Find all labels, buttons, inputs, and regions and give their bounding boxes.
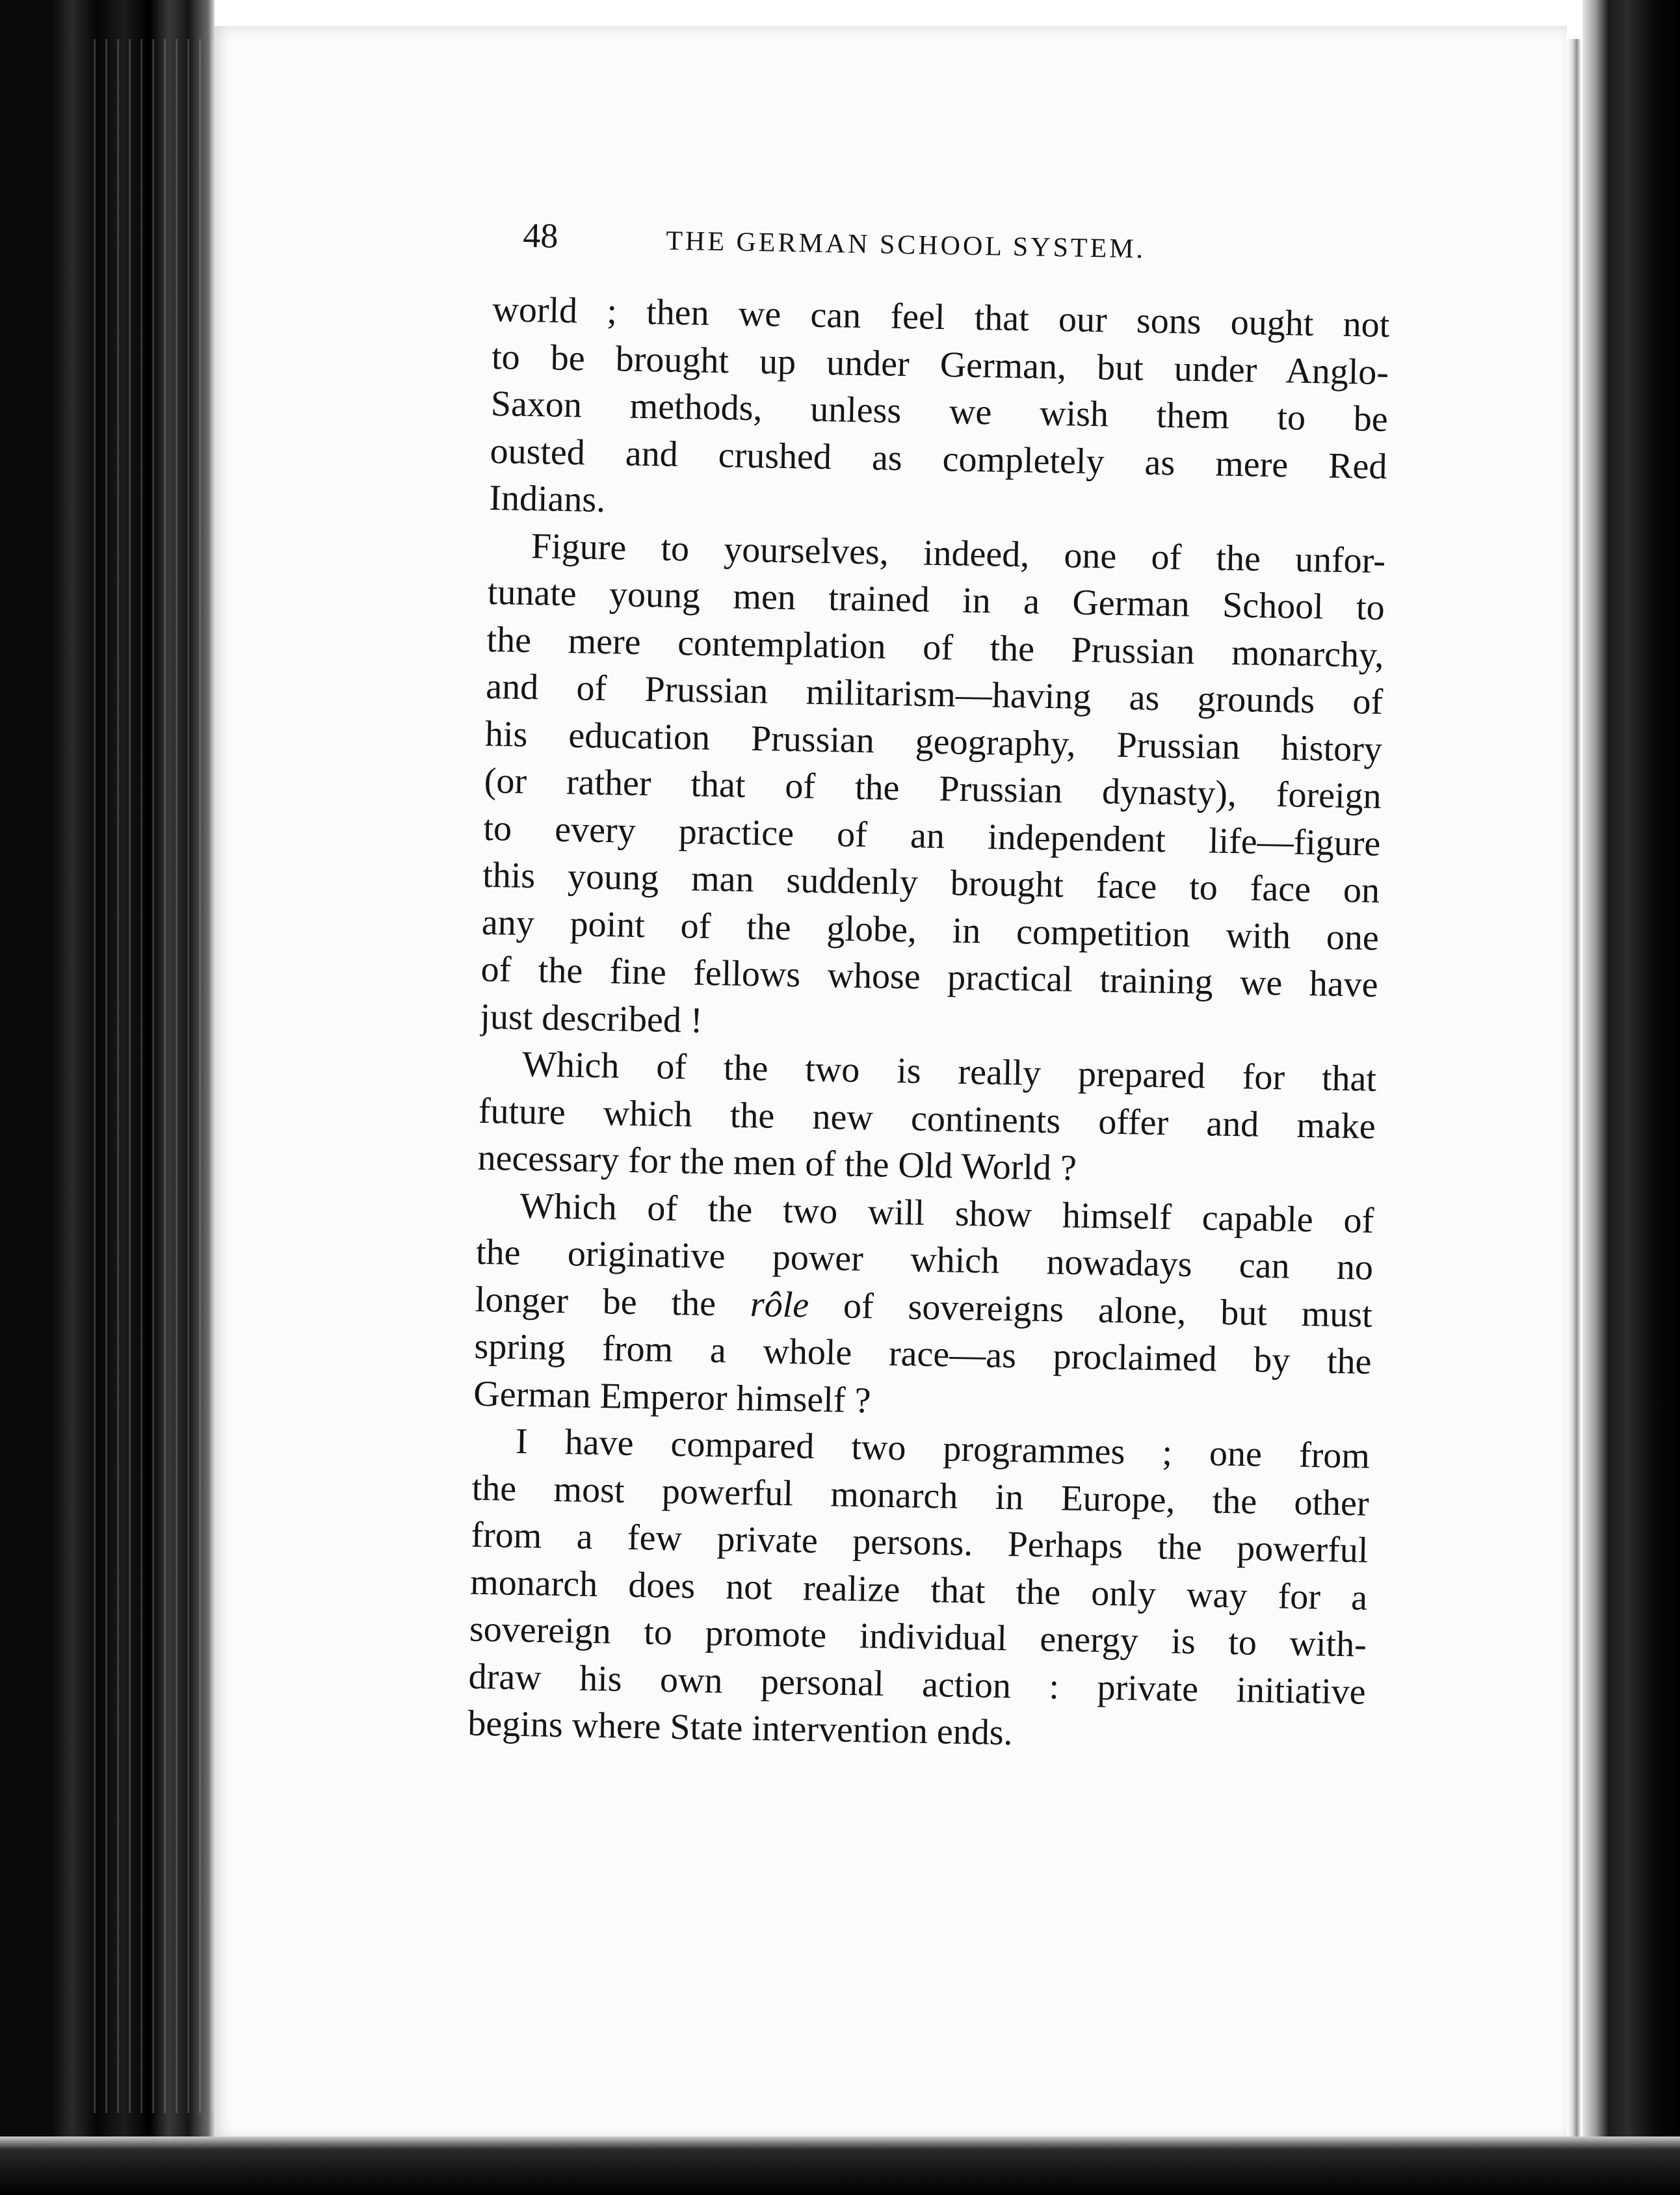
text-line: his education Prussian geography, Prussian history bbox=[484, 713, 1383, 770]
text-line: of the fine fellows whose practical training we have bbox=[480, 949, 1379, 1005]
text-line: sovereign to promote individual energy is to with- bbox=[469, 1609, 1367, 1665]
text-line: just described ! bbox=[479, 996, 703, 1041]
paragraph-1 bbox=[489, 286, 1390, 538]
page-text-block bbox=[467, 215, 1391, 1763]
page-stack-edges bbox=[85, 39, 215, 2113]
running-title: THE GERMAN SCHOOL SYSTEM. bbox=[665, 226, 1146, 265]
paragraph-3 bbox=[477, 1040, 1377, 1198]
text-line: this young man suddenly brought face to face on bbox=[482, 854, 1380, 911]
page-number: 48 bbox=[522, 215, 558, 256]
text-line: I have compared two programmes ; one from bbox=[515, 1421, 1371, 1477]
paragraph-2 bbox=[480, 521, 1386, 1055]
text-line: the most powerful monarch in Europe, the other bbox=[471, 1467, 1370, 1524]
scan-bottom-edge bbox=[0, 2136, 1680, 2195]
text-line: monarch does not realize that the only way for a bbox=[469, 1562, 1368, 1618]
text-line: Saxon methods, unless we wish them to be bbox=[490, 383, 1389, 440]
text-line: spring from a whole race—as proclaimed by the bbox=[474, 1326, 1372, 1382]
text-line: tunate young men trained in a German School to bbox=[487, 572, 1385, 628]
text-line: Indians. bbox=[488, 477, 606, 521]
text-line: to every practice of an independent life—figure bbox=[482, 808, 1381, 864]
text-line: Which of the two is really prepared for that bbox=[521, 1044, 1377, 1099]
paragraph-4 bbox=[473, 1181, 1374, 1433]
text-line: world ; then we can feel that our sons ought not bbox=[492, 289, 1390, 346]
text-line: begins where State intervention ends. bbox=[467, 1703, 1014, 1754]
text-line: necessary for the men of the Old World ? bbox=[477, 1137, 1077, 1189]
scan-right-edge bbox=[1582, 0, 1680, 2195]
text-line: future which the new continents offer and make bbox=[478, 1090, 1376, 1147]
text-line: Figure to yourselves, indeed, one of the unfor- bbox=[531, 525, 1386, 581]
text-line: German Emperor himself ? bbox=[473, 1373, 871, 1421]
role-italic: rôle bbox=[750, 1283, 809, 1326]
text-line: the originative power which nowadays can no bbox=[475, 1231, 1374, 1288]
text-line: ousted and crushed as completely as mere Red bbox=[490, 430, 1387, 487]
text-line: to be brought up under German, but under Anglo- bbox=[491, 336, 1389, 393]
text-line: draw his own personal action : private initiative bbox=[468, 1656, 1367, 1713]
role-line-after: of sovereigns alone, but must bbox=[808, 1285, 1373, 1335]
text-line: Which of the two will show himself capable of bbox=[519, 1185, 1374, 1241]
text-line: (or rather that of the Prussian dynasty), foreign bbox=[484, 760, 1382, 817]
paragraph-5 bbox=[467, 1417, 1371, 1763]
role-line-before: longer be the bbox=[475, 1279, 751, 1324]
text-line: and of Prussian militarism—having as grounds of bbox=[485, 666, 1384, 722]
text-line: any point of the globe, in competition with one bbox=[481, 902, 1380, 958]
text-line: the mere contemplation of the Prussian monarchy, bbox=[486, 619, 1384, 676]
page-gutter-seam bbox=[1567, 39, 1581, 2159]
text-line: from a few private persons. Perhaps the powerful bbox=[471, 1514, 1369, 1571]
